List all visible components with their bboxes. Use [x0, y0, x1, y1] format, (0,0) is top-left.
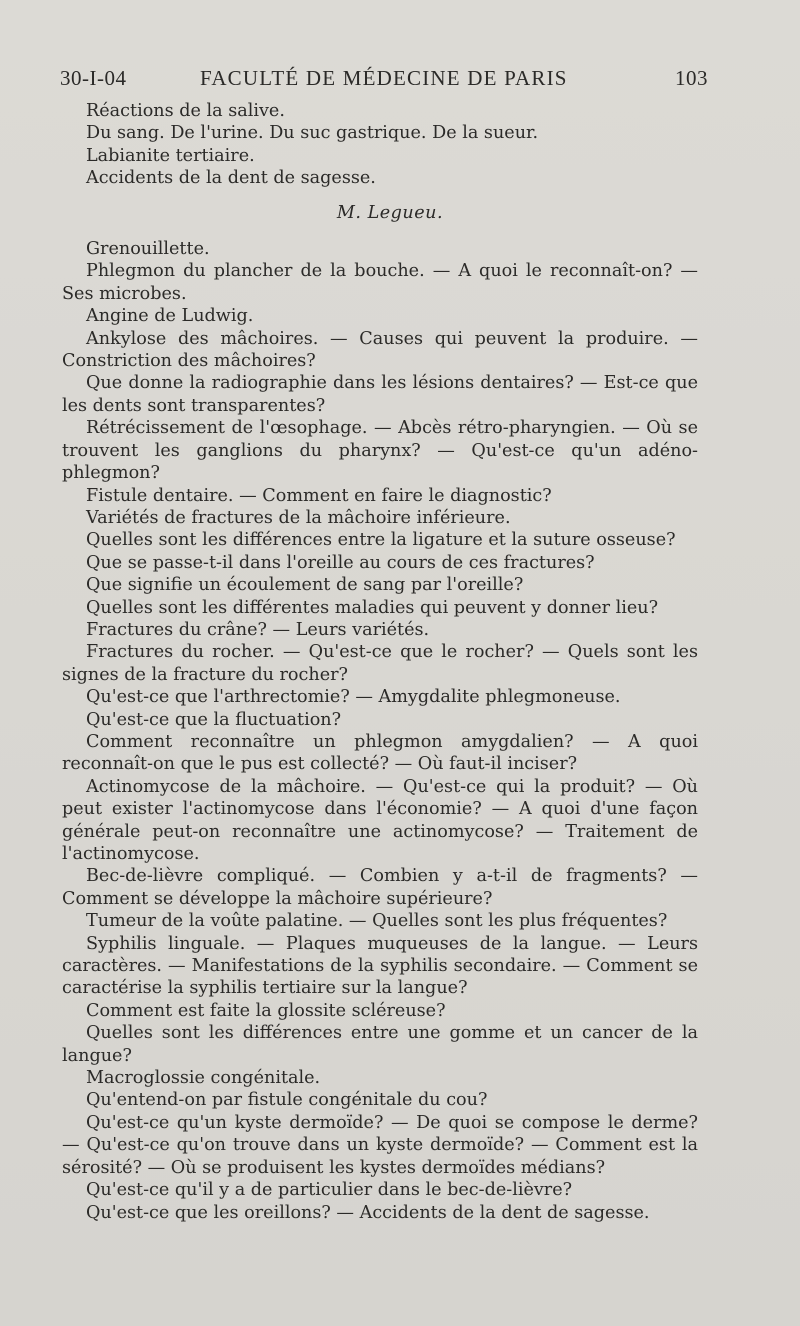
question-paragraph: Fistule dentaire. — Comment en faire le diagnostic? [86, 485, 552, 506]
question-paragraph: Quelles sont les différences entre la ligature et la suture osseuse? [86, 530, 676, 551]
question-paragraph: Fractures du rocher. — Qu'est-ce que le rocher? — Quels sont les signes de la fracture du rocher? [62, 642, 698, 685]
question-paragraph: Ankylose des mâchoires. — Causes qui peuvent la produire. — Constriction des mâchoires? [62, 328, 698, 372]
question-paragraph: Quelles sont les différentes maladies qui peuvent y donner lieu? [86, 597, 659, 618]
page-header [60, 66, 708, 96]
question-paragraph: Bec-de-lièvre compliqué. — Combien y a-t-il de fragments? — Comment se développe la mâchoire supérieure? [62, 866, 698, 909]
question-paragraph: Fractures du crâne? — Leurs variétés. [86, 619, 430, 640]
question-paragraph: Syphilis linguale. — Plaques muqueuses de la langue. — Leurs caractères. — Manifestations de la syphilis secondaire. — Comment se caractérise la syphilis tertiaire sur la langue? [62, 933, 698, 999]
question-paragraph: Que se passe-t-il dans l'oreille au cours de ces fractures? [86, 552, 595, 573]
question-paragraph: Qu'est-ce qu'un kyste dermoïde? — De quoi se compose le derme? — Qu'est-ce qu'on trouve dans un kyste dermoïde? — Comment est la sérosité? — Où se produisent les kystes dermoïdes médians? [62, 1112, 698, 1178]
question-paragraph: Qu'est-ce que l'arthrectomie? — Amygdalite phlegmoneuse. [86, 687, 621, 708]
question-paragraph: Qu'est-ce que les oreillons? — Accidents de la dent de sagesse. [86, 1202, 650, 1223]
page-number: 103 [675, 66, 708, 90]
question-paragraph: Quelles sont les différences entre une gomme et un cancer de la langue? [62, 1023, 698, 1066]
text-line: Labianite tertiaire. [86, 145, 255, 166]
question-paragraph: Actinomycose de la mâchoire. — Qu'est-ce qui la produit? — Où peut exister l'actinomycose dans l'économie? — A quoi d'une façon générale peut-on reconnaître une actinomycose? — Traitement de l'actinomycose. [62, 776, 698, 864]
question-paragraph: Rétrécissement de l'œsophage. — Abcès rétro-pharyngien. — Où se trouvent les ganglions du pharynx? — Qu'est-ce qu'un adéno-phlegmon? [62, 418, 698, 484]
header-title: FACULTÉ DE MÉDECINE DE PARIS [200, 66, 568, 90]
text-line: Accidents de la dent de sagesse. [86, 168, 376, 189]
question-paragraph: Variétés de fractures de la mâchoire inférieure. [86, 507, 511, 528]
question-paragraph: Qu'est-ce que la fluctuation? [86, 709, 342, 730]
question-paragraph: Angine de Ludwig. [86, 306, 254, 327]
question-paragraph: Que signifie un écoulement de sang par l'oreille? [86, 575, 524, 596]
question-paragraph: Comment reconnaître un phlegmon amygdalien? — A quoi reconnaît-on que le pus est collecté? — Où faut-il inciser? [62, 731, 698, 775]
examiner-name: M. Legueu. [336, 202, 444, 223]
question-paragraph: Phlegmon du plancher de la bouche. — A quoi le reconnaît-on? — Ses microbes. [62, 261, 698, 304]
question-paragraph: Qu'est-ce qu'il y a de particulier dans le bec-de-lièvre? [86, 1180, 573, 1201]
question-paragraph: Grenouillette. [86, 239, 210, 260]
text-line: Du sang. De l'urine. Du suc gastrique. De la sueur. [86, 123, 539, 144]
question-paragraph: Que donne la radiographie dans les lésions dentaires? — Est-ce que les dents sont transparentes? [62, 373, 698, 416]
text-line: Réactions de la salive. [86, 101, 285, 121]
question-paragraph: Comment est faite la glossite scléreuse? [86, 1000, 446, 1021]
header-date: 30-I-04 [60, 66, 127, 90]
question-paragraph: Tumeur de la voûte palatine. — Quelles sont les plus fréquentes? [86, 911, 668, 932]
question-paragraph: Qu'entend-on par fistule congénitale du cou? [86, 1090, 488, 1111]
page-body [62, 100, 698, 1224]
question-paragraph: Macroglossie congénitale. [86, 1068, 321, 1089]
